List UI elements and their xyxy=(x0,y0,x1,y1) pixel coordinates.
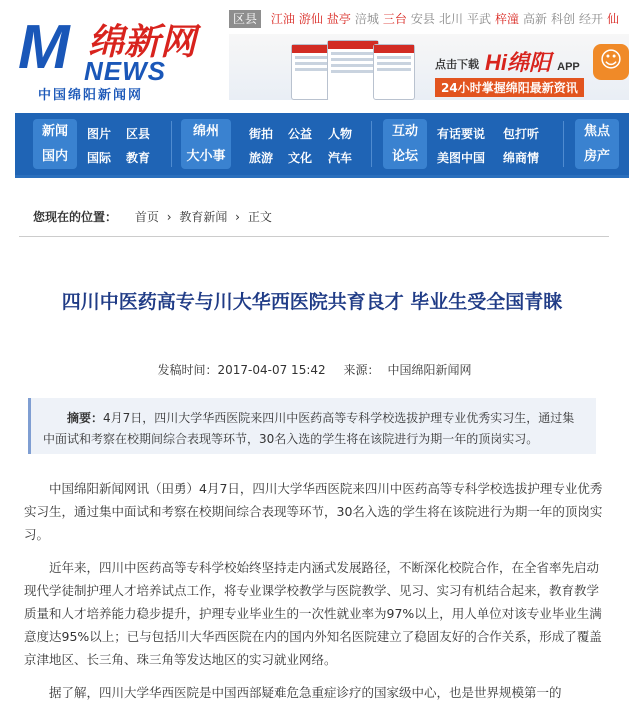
breadcrumb-education[interactable]: 教育新闻 xyxy=(179,210,228,224)
site-header xyxy=(0,0,629,108)
publish-date: 2017-04-07 15:42 xyxy=(217,363,326,377)
region-link[interactable]: 北川 xyxy=(438,12,463,26)
nav-item-culture[interactable]: 文化 xyxy=(288,151,313,165)
nav-item-interact[interactable]: 互动 xyxy=(391,124,418,139)
region-link[interactable]: 三台 xyxy=(382,12,407,26)
article-title: 四川中医药高专与川大华西医院共育良才 毕业生受全国青睐 xyxy=(61,291,563,313)
site-logo[interactable] xyxy=(18,10,218,102)
article-body xyxy=(24,477,604,714)
region-link[interactable]: 科创 xyxy=(551,12,576,26)
article-meta xyxy=(0,361,629,378)
nav-item-people[interactable]: 人物 xyxy=(328,127,353,141)
nav-item-speak-up[interactable]: 有话要说 xyxy=(437,127,486,141)
nav-item-property[interactable]: 房产 xyxy=(583,149,610,164)
logo-m: M xyxy=(18,13,68,82)
region-link[interactable]: 仙 xyxy=(607,12,620,26)
nav-group-news[interactable] xyxy=(33,119,77,169)
article-paragraph: 近年来，四川中医药高等专科学校始终坚持走内涵式发展路径，不断深化校院合作，在全省率先启动现代学徒制护理人才培养试点工作，将专业课学校教学与医院教学、见习、实习有机结合起来，教育教学质量和人才培养能力稳步提升，护理专业毕业生的一次性就业率为97%以上，用人单位对该专业毕业生满意度达95%以上；已与包括川大华西医院在内的国内外知名医院建立了稳固友好的合作关系，形成了覆盖京津地区、长三角、珠三角等发达地区的实习就业网络。 xyxy=(24,560,602,667)
breadcrumb xyxy=(33,208,272,225)
nav-item-domestic[interactable]: 国内 xyxy=(41,149,68,164)
phones-illustration xyxy=(283,40,433,100)
nav-item-daxiaoshi[interactable]: 大小事 xyxy=(186,149,226,164)
breadcrumb-home[interactable]: 首页 xyxy=(134,210,159,224)
region-link[interactable]: 梓潼 xyxy=(494,12,519,26)
breadcrumb-sep: › xyxy=(166,210,172,224)
nav-item-travel[interactable]: 旅游 xyxy=(249,151,274,165)
nav-item-news[interactable]: 新闻 xyxy=(41,124,68,139)
app-brand: Hi绵阳 APP xyxy=(485,50,580,75)
summary-text: 4月7日，四川大学华西医院来四川中医药高等专科学校选拔护理专业优秀实习生，通过集中面试和考察在校期间综合表现等环节，30名入选的学生将在该院进行为期一年的顶岗实习。 xyxy=(43,411,575,446)
app-download-banner[interactable] xyxy=(229,34,629,100)
article-summary xyxy=(28,398,596,454)
logo-name: 绵新网 xyxy=(88,22,197,63)
region-links xyxy=(229,10,629,28)
nav-item-focus[interactable]: 焦点 xyxy=(583,124,610,139)
nav-divider xyxy=(171,121,172,167)
region-tag: 区县 xyxy=(229,10,261,28)
nav-item-photo-china[interactable]: 美图中国 xyxy=(437,151,486,165)
logo-news: NEWS xyxy=(84,56,166,86)
nav-group-interact[interactable] xyxy=(383,119,427,169)
logo-subtitle: 中国绵阳新闻网 xyxy=(38,88,144,103)
nav-divider xyxy=(563,121,564,167)
nav-group-mianzhou[interactable] xyxy=(181,119,231,169)
region-link[interactable]: 江油 xyxy=(270,12,295,26)
main-nav xyxy=(15,113,629,175)
nav-item-photos[interactable]: 图片 xyxy=(87,127,112,141)
nav-group-focus[interactable] xyxy=(575,119,619,169)
breadcrumb-divider xyxy=(19,236,609,237)
region-link[interactable]: 安县 xyxy=(410,12,435,26)
app-icon[interactable]: ☺ xyxy=(593,44,629,80)
region-link[interactable]: 高新 xyxy=(522,12,547,26)
region-link[interactable]: 平武 xyxy=(466,12,491,26)
nav-item-counties[interactable]: 区县 xyxy=(126,127,151,141)
nav-item-mianzhou[interactable]: 绵州 xyxy=(192,124,219,139)
download-label: 点击下载 xyxy=(435,58,479,71)
app-slogan: 24小时掌握绵阳最新资讯 xyxy=(435,78,584,97)
date-label: 发稿时间： xyxy=(157,363,218,377)
region-link[interactable]: 盐亭 xyxy=(326,12,351,26)
nav-item-forum[interactable]: 论坛 xyxy=(391,149,418,164)
article-paragraph: 据了解，四川大学华西医院是中国西部疑难危急重症诊疗的国家级中心，也是世界规模第一的 xyxy=(49,685,562,700)
region-link[interactable]: 经开 xyxy=(579,12,604,26)
nav-item-auto[interactable]: 汽车 xyxy=(328,151,353,165)
nav-item-business[interactable]: 绵商情 xyxy=(503,151,540,165)
region-link[interactable]: 游仙 xyxy=(298,12,323,26)
nav-item-inquiry[interactable]: 包打听 xyxy=(503,127,540,141)
article-source[interactable]: 中国绵阳新闻网 xyxy=(387,363,472,377)
summary-label: 摘要： xyxy=(67,411,104,425)
source-label: 来源： xyxy=(343,363,380,377)
nav-item-education[interactable]: 教育 xyxy=(126,151,151,165)
breadcrumb-sep: › xyxy=(235,210,240,224)
nav-item-international[interactable]: 国际 xyxy=(87,151,112,165)
nav-item-charity[interactable]: 公益 xyxy=(288,127,313,141)
breadcrumb-current: 正文 xyxy=(247,210,272,224)
nav-divider xyxy=(371,121,372,167)
nav-underline xyxy=(15,175,629,178)
breadcrumb-label: 您现在的位置： xyxy=(33,210,118,224)
article-paragraph: 中国绵阳新闻网讯（田勇）4月7日，四川大学华西医院来四川中医药高等专科学校选拔护理专业优秀实习生，通过集中面试和考察在校期间综合表现等环节，30名入选的学生将在该院进行为期一年的顶岗实习。 xyxy=(24,481,603,542)
nav-item-street-photo[interactable]: 街拍 xyxy=(249,127,274,141)
region-link[interactable]: 涪城 xyxy=(354,12,379,26)
